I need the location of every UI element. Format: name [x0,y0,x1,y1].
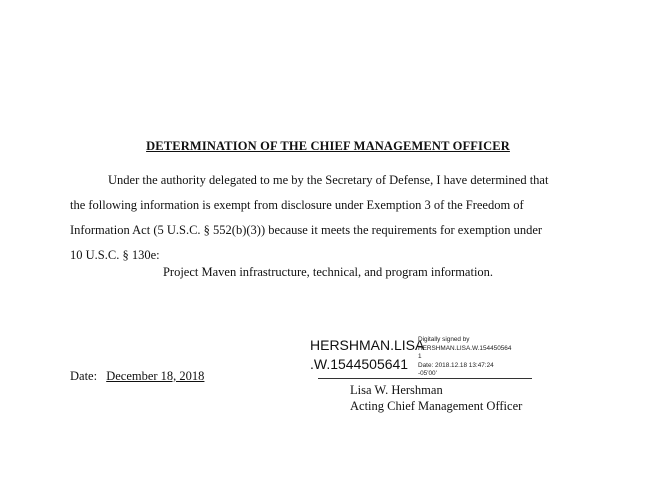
signer-title: Acting Chief Management Officer [350,399,523,413]
paragraph-line: the following information is exempt from disclosure under Exemption 3 of the Freedom of [70,198,524,212]
signature-detail-line: 1 [418,353,422,361]
signature-detail-line: HERSHMAN.LISA.W.154450564 [418,344,512,352]
paragraph-line: Information Act (5 U.S.C. § 552(b)(3)) because it meets the requirements for exemption under [70,223,543,237]
signature-detail-line: Digitally signed by [418,336,470,343]
paragraph-line: Under the authority delegated to me by the Secretary of Defense, I have determined that [108,173,549,187]
signature-line [318,378,532,379]
exempt-item: Project Maven infrastructure, technical, and program information. [162,265,494,279]
paragraph-line: 10 U.S.C. § 130e: [70,248,160,262]
signature-name [310,336,424,374]
signer-name: Lisa W. Hershman [350,383,443,397]
signature-detail-line: -05'00' [418,370,437,378]
signer-block [350,382,522,414]
signature-name-line: .W.1544505641 [310,356,409,372]
determination-paragraph [70,168,590,268]
document-title: DETERMINATION OF THE CHIEF MANAGEMENT OFFICER [146,139,510,153]
date-label: Date: [70,369,98,383]
signature-name-line: HERSHMAN.LISA [310,337,425,353]
date-row [70,369,204,384]
signature-details [418,336,511,379]
date-value: December 18, 2018 [106,369,205,383]
signature-detail-line: Date: 2018.12.18 13:47:24 [418,361,494,369]
